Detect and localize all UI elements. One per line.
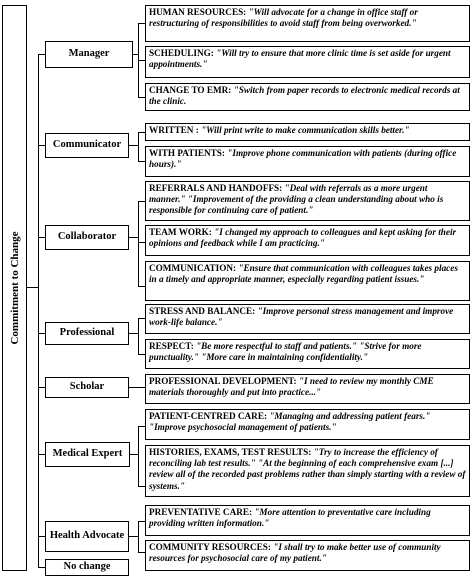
item-team-work [145, 225, 470, 256]
connector [138, 161, 145, 162]
item-quote: "I shall try to make better use of community resources for psychosocial care of my patient." [149, 542, 441, 564]
item-label: WRITTEN : [149, 125, 202, 135]
connector [129, 536, 138, 537]
connector [38, 536, 45, 537]
item-with-patients [145, 146, 470, 177]
item-human-resources [145, 5, 470, 42]
item-scheduling [145, 46, 470, 78]
role-communicator: Communicator [45, 133, 129, 158]
item-label: STRESS AND BALANCE: [149, 306, 258, 316]
connector [38, 54, 45, 55]
connector [38, 145, 45, 146]
item-quote: "Switch from paper records to electronic medical records at the clinic. [149, 85, 460, 107]
connector [138, 521, 139, 552]
item-respect [145, 339, 470, 369]
connector [138, 426, 145, 427]
item-quote: "Managing and addressing patient fears." "Improve psychosocial management of patients." [149, 411, 431, 433]
connector [38, 237, 45, 238]
connector [129, 333, 138, 334]
item-written [145, 123, 470, 141]
item-label: REFERRALS AND HANDOFFS: [149, 183, 285, 193]
item-quote: "I changed my approach to colleagues and kept asking for their opinions and feedback while I am practicing." [149, 227, 457, 249]
item-quote: "Improve personal stress management and improve work-life balance." [149, 306, 454, 328]
connector [138, 426, 139, 486]
connector [129, 387, 145, 388]
role-medical-expert: Medical Expert [45, 442, 130, 467]
spine-line [38, 54, 39, 568]
role-health-advocate: Health Advocate [45, 521, 129, 552]
item-label: HISTORIES, EXAMS, TEST RESULTS: [149, 447, 314, 457]
connector [138, 354, 145, 355]
item-label: WITH PATIENTS: [149, 148, 228, 158]
connector [138, 132, 145, 133]
role-manager: Manager [45, 41, 133, 68]
item-quote: "Will advocate for a change in office staff or restructuring of responsibilities to avoid staff from being overworked." [149, 7, 418, 29]
item-label: CHANGE TO EMR: [149, 85, 234, 95]
connector [138, 201, 139, 286]
item-label: SCHEDULING: [149, 48, 217, 58]
item-label: PATIENT-CENTRED CARE: [149, 411, 270, 421]
connector [138, 486, 145, 487]
connector [129, 145, 138, 146]
item-change-to-emr [145, 83, 470, 111]
root-label: Commitment to Change [8, 231, 21, 345]
root-box [2, 5, 27, 571]
item-professional-development [145, 374, 470, 404]
connector [138, 60, 145, 61]
item-label: PREVENTATIVE CARE: [149, 507, 255, 517]
connector [138, 286, 145, 287]
connector [138, 97, 145, 98]
item-quote: "Be more respectful to staff and patients." "Strive for more punctuality." "More care in maintaining confidentiality." [149, 341, 422, 363]
item-referrals-handoffs [145, 181, 470, 221]
connector [138, 23, 145, 24]
item-quote: "More attention to preventative care including providing written information." [149, 507, 431, 529]
item-quote: "Improve phone communication with patients (during office hours)." [149, 148, 457, 170]
item-label: PROFESSIONAL DEVELOPMENT: [149, 376, 299, 386]
role-no-change: No change [45, 559, 129, 576]
connector [138, 318, 139, 354]
item-quote: "Try to increase the efficiency of reconciling lab test results." "At the beginning of each comprehensive exam [...] review all of the recorded past problems rather than simply starting with a review of systems." [149, 447, 466, 491]
connector [27, 287, 38, 288]
connector [38, 333, 45, 334]
connector [130, 454, 138, 455]
role-scholar: Scholar [45, 377, 129, 398]
item-stress-balance [145, 304, 470, 334]
item-community-resources [145, 540, 470, 571]
connector [138, 521, 145, 522]
connector [138, 201, 145, 202]
item-label: COMMUNITY RESOURCES: [149, 542, 274, 552]
item-histories-exams [145, 445, 470, 497]
item-quote: "Will print write to make communication skills better." [201, 125, 410, 135]
connector [38, 567, 45, 568]
connector [129, 237, 138, 238]
item-quote: "Will try to ensure that more clinic time is set aside for urgent appointments." [149, 48, 451, 70]
connector [138, 242, 145, 243]
item-quote: "I need to review my monthly CME materials thoroughly and put into practice..." [149, 376, 434, 398]
item-label: COMMUNICATION: [149, 263, 239, 273]
item-communication [145, 261, 470, 301]
connector [138, 552, 145, 553]
item-label: RESPECT: [149, 341, 197, 351]
connector [38, 454, 45, 455]
item-quote: "Deal with referrals as a more urgent manner." "Improvement of the providing a clean understanding about who is responsible for continuing care of patient." [149, 183, 444, 216]
item-patient-centred-care [145, 409, 470, 440]
connector [138, 318, 145, 319]
role-professional: Professional [45, 322, 129, 345]
item-label: HUMAN RESOURCES: [149, 7, 249, 17]
item-preventative-care [145, 505, 470, 536]
role-collaborator: Collaborator [45, 225, 129, 250]
item-label: TEAM WORK: [149, 227, 215, 237]
connector [38, 387, 45, 388]
item-quote: "Ensure that communication with colleagues takes places in a timely and appropriate manner, especially regarding patient issues." [149, 263, 458, 285]
connector [138, 132, 139, 161]
